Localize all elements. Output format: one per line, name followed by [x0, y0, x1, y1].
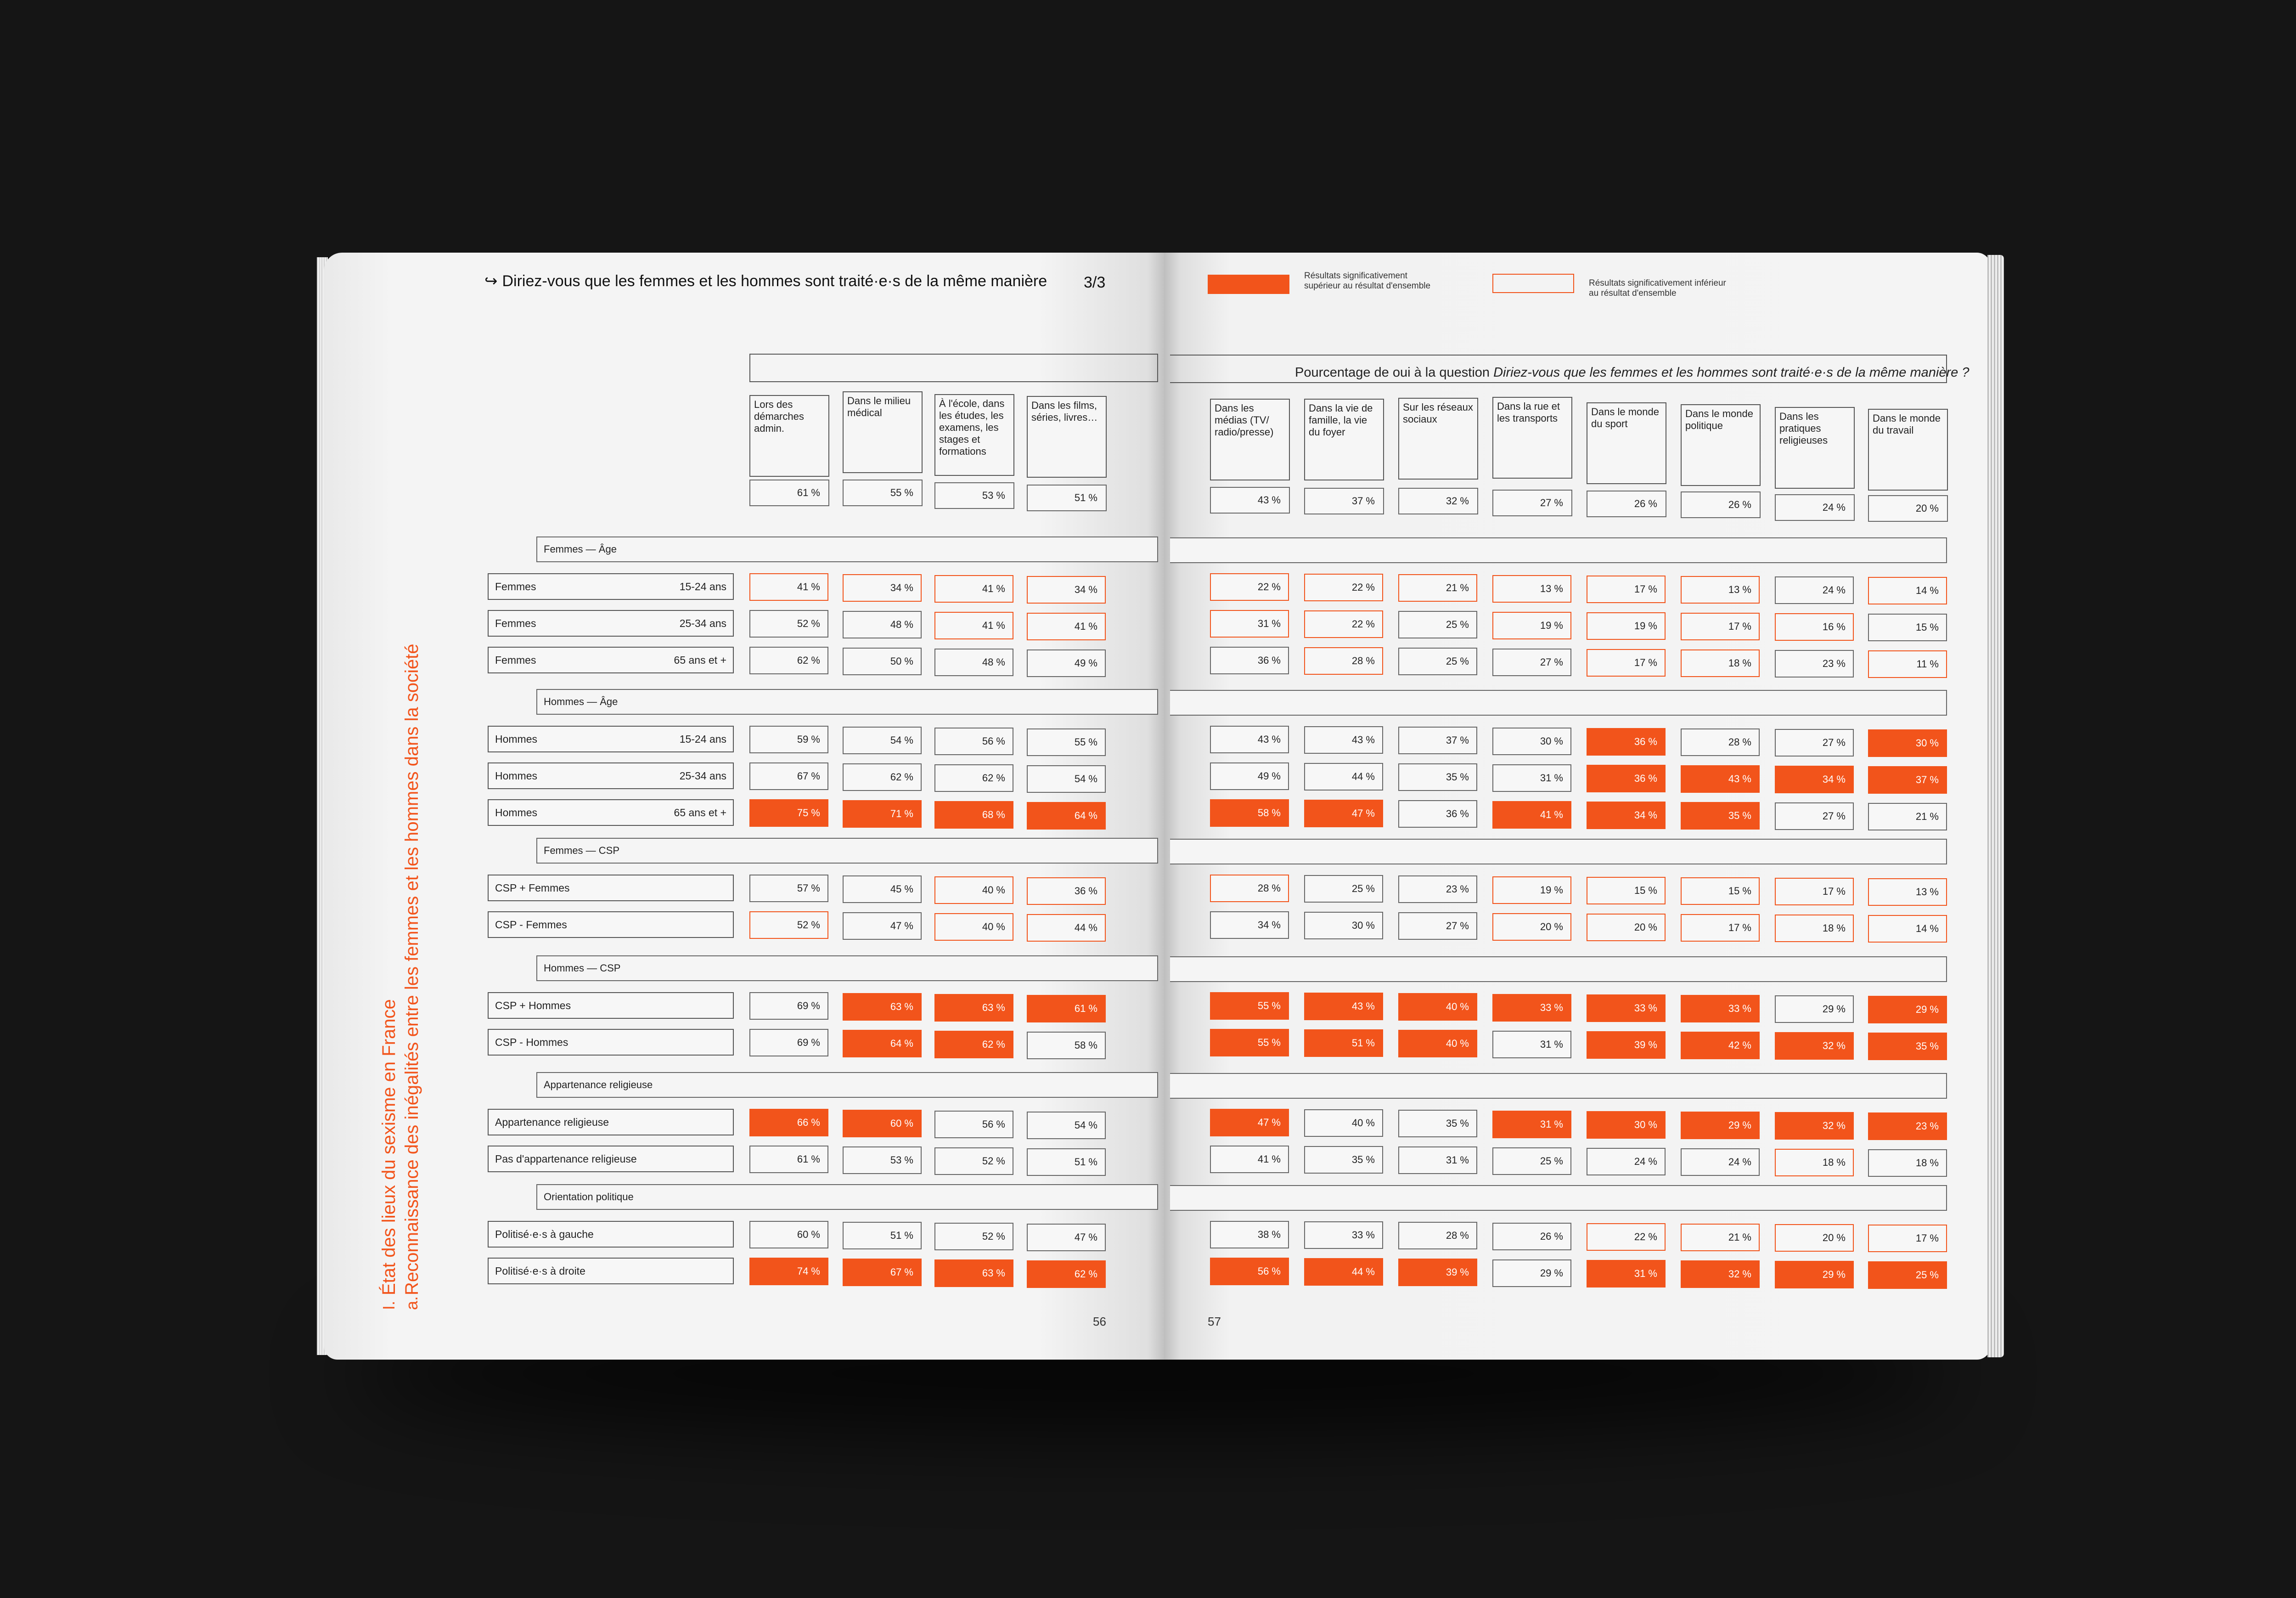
row-label — [488, 762, 734, 789]
value-cell: 55 % — [1027, 728, 1106, 756]
value-cell-superior: 23 % — [1868, 1112, 1947, 1140]
value-cell-inferior: 52 % — [749, 911, 828, 939]
value-cell: 62 % — [749, 647, 828, 674]
value-cell-inferior: 44 % — [1027, 914, 1106, 942]
value-cell-superior: 33 % — [1587, 994, 1666, 1022]
value-cell-superior: 31 % — [1492, 1111, 1571, 1138]
row-label-main: Hommes — [495, 770, 538, 782]
value-cell: 67 % — [749, 762, 828, 790]
value-cell: 24 % — [1681, 1148, 1760, 1176]
value-cell-superior: 33 % — [1681, 995, 1760, 1022]
value-cell-inferior: 17 % — [1681, 914, 1760, 942]
total-value: 37 % — [1304, 488, 1384, 514]
page-number-left: 56 — [1093, 1315, 1106, 1328]
row-label-main: Politisé·e·s à gauche — [495, 1228, 594, 1240]
value-cell-inferior: 14 % — [1868, 577, 1947, 604]
section-header-band — [1170, 956, 1947, 982]
value-cell-superior: 67 % — [843, 1259, 922, 1286]
value-cell-superior: 44 % — [1304, 1258, 1383, 1286]
value-cell: 27 % — [1492, 649, 1571, 676]
value-cell-inferior: 22 % — [1304, 574, 1383, 601]
value-cell: 33 % — [1304, 1221, 1383, 1249]
value-cell: 54 % — [843, 727, 922, 754]
value-cell-inferior: 41 % — [1027, 613, 1106, 640]
value-cell-superior: 40 % — [1398, 993, 1477, 1021]
value-cell: 34 % — [1210, 911, 1289, 939]
row-label-main: CSP + Hommes — [495, 999, 571, 1011]
value-cell-inferior: 40 % — [934, 913, 1013, 941]
value-cell: 52 % — [749, 610, 828, 638]
value-cell-inferior: 13 % — [1681, 576, 1760, 604]
value-cell: 31 % — [1492, 1031, 1571, 1058]
row-label-sub: 15-24 ans — [679, 733, 726, 745]
section-header: Femmes — Âge — [536, 536, 1158, 562]
value-cell: 56 % — [934, 1111, 1013, 1138]
section-header-band — [1170, 839, 1947, 864]
value-cell: 36 % — [1210, 647, 1289, 674]
value-cell-superior: 33 % — [1492, 994, 1571, 1022]
value-cell: 30 % — [1492, 728, 1571, 755]
value-cell-inferior: 18 % — [1681, 649, 1760, 677]
row-label-main: CSP - Hommes — [495, 1036, 568, 1048]
value-cell: 29 % — [1775, 995, 1854, 1023]
value-cell: 23 % — [1775, 650, 1854, 678]
value-cell: 21 % — [1868, 803, 1947, 830]
value-cell: 18 % — [1868, 1149, 1947, 1177]
value-cell-inferior: 22 % — [1210, 573, 1289, 601]
value-cell-superior: 42 % — [1681, 1032, 1760, 1059]
value-cell: 69 % — [749, 992, 828, 1020]
section-header-band — [1170, 537, 1947, 563]
row-label — [488, 992, 734, 1019]
value-cell-inferior: 18 % — [1775, 1149, 1854, 1176]
value-cell-inferior: 14 % — [1868, 915, 1947, 943]
value-cell: 53 % — [843, 1146, 922, 1174]
value-cell: 25 % — [1492, 1147, 1571, 1175]
value-cell-inferior: 19 % — [1492, 876, 1571, 904]
column-header: Lors des démarches admin. — [749, 395, 829, 477]
value-cell: 28 % — [1681, 728, 1760, 756]
value-cell-superior: 37 % — [1868, 766, 1947, 794]
value-cell: 27 % — [1775, 729, 1854, 757]
value-cell-inferior: 15 % — [1681, 877, 1760, 905]
value-cell-inferior: 22 % — [1304, 610, 1383, 638]
value-cell-inferior: 18 % — [1775, 915, 1854, 942]
value-cell-superior: 66 % — [749, 1109, 828, 1136]
value-cell-superior: 64 % — [1027, 802, 1106, 830]
value-cell: 51 % — [843, 1222, 922, 1249]
value-cell: 30 % — [1304, 912, 1383, 939]
total-value: 53 % — [934, 482, 1014, 509]
value-cell: 52 % — [934, 1223, 1013, 1250]
value-cell-superior: 31 % — [1587, 1260, 1666, 1287]
question-text — [1295, 365, 1969, 380]
legend-inferior-text: Résultats significativement inférieur au résultat d'ensemble — [1589, 278, 1726, 298]
value-cell-superior: 63 % — [843, 993, 922, 1021]
value-cell: 62 % — [843, 763, 922, 791]
value-cell-superior: 34 % — [1587, 802, 1666, 829]
value-cell-inferior: 34 % — [1027, 576, 1106, 604]
row-label-main: Appartenance religieuse — [495, 1116, 609, 1128]
legend-superior-text: Résultats significativement supérieur au résultat d'ensemble — [1304, 271, 1431, 291]
total-value: 24 % — [1775, 494, 1855, 521]
value-cell-inferior: 15 % — [1587, 877, 1666, 904]
column-header: Dans le monde politique — [1681, 404, 1761, 486]
row-label — [488, 1146, 734, 1172]
column-header: Dans les films, séries, livres… — [1027, 396, 1107, 478]
row-label — [488, 647, 734, 673]
value-cell-inferior: 17 % — [1587, 576, 1666, 603]
row-label-main: CSP - Femmes — [495, 919, 567, 931]
return-arrow-icon: ↪ — [484, 272, 498, 290]
row-label-sub: 65 ans et + — [674, 654, 726, 666]
value-cell-inferior: 20 % — [1492, 913, 1571, 941]
section-header: Orientation politique — [536, 1184, 1158, 1210]
value-cell: 61 % — [749, 1146, 828, 1173]
value-cell-superior: 32 % — [1775, 1112, 1854, 1140]
value-cell-superior: 30 % — [1868, 729, 1947, 757]
page-indicator: 3/3 — [1084, 274, 1106, 291]
value-cell-superior: 29 % — [1775, 1261, 1854, 1288]
value-cell: 29 % — [1492, 1259, 1571, 1287]
value-cell-inferior: 17 % — [1775, 878, 1854, 905]
value-cell-inferior: 19 % — [1587, 612, 1666, 640]
row-label — [488, 875, 734, 901]
value-cell-superior: 64 % — [843, 1030, 922, 1057]
value-cell-superior: 41 % — [1492, 801, 1571, 829]
value-cell-superior: 39 % — [1398, 1259, 1477, 1286]
value-cell: 62 % — [934, 764, 1013, 792]
value-cell-superior: 60 % — [843, 1110, 922, 1137]
value-cell-inferior: 17 % — [1587, 649, 1666, 677]
value-cell: 35 % — [1304, 1146, 1383, 1174]
value-cell: 51 % — [1027, 1148, 1106, 1176]
column-header: Dans la rue et les transports — [1492, 397, 1572, 479]
value-cell-inferior: 11 % — [1868, 650, 1947, 678]
section-header: Hommes — CSP — [536, 955, 1158, 981]
value-cell: 40 % — [1304, 1109, 1383, 1137]
value-cell: 35 % — [1398, 763, 1477, 791]
value-cell: 27 % — [1775, 802, 1854, 830]
value-cell: 37 % — [1398, 727, 1477, 754]
value-cell-inferior: 36 % — [1027, 877, 1106, 905]
value-cell: 26 % — [1492, 1223, 1571, 1250]
row-label-main: Politisé·e·s à droite — [495, 1265, 585, 1277]
section-header-band — [1170, 690, 1947, 716]
value-cell: 49 % — [1210, 762, 1289, 790]
value-cell: 43 % — [1210, 726, 1289, 753]
value-cell-superior: 62 % — [934, 1031, 1013, 1058]
value-cell: 25 % — [1304, 875, 1383, 903]
value-cell-superior: 55 % — [1210, 1029, 1289, 1056]
legend-superior-swatch — [1208, 275, 1289, 294]
value-cell-inferior: 19 % — [1492, 612, 1571, 639]
row-label-sub: 25-34 ans — [679, 770, 726, 782]
section-header: Femmes — CSP — [536, 838, 1158, 864]
column-header: Dans les pratiques religieuses — [1775, 407, 1855, 489]
value-cell-superior: 36 % — [1587, 765, 1666, 792]
total-value: 20 % — [1868, 495, 1948, 522]
value-cell-inferior: 20 % — [1587, 914, 1666, 941]
row-label — [488, 911, 734, 938]
row-label-sub: 25-34 ans — [679, 617, 726, 629]
value-cell-superior: 47 % — [1304, 800, 1383, 827]
page-title — [484, 272, 1047, 290]
value-cell-superior: 61 % — [1027, 995, 1106, 1022]
row-label-sub: 15-24 ans — [679, 581, 726, 593]
total-value: 61 % — [749, 480, 829, 506]
column-header: Sur les réseaux sociaux — [1398, 398, 1478, 480]
value-cell-superior: 47 % — [1210, 1109, 1289, 1136]
value-cell: 27 % — [1398, 912, 1477, 940]
value-cell-inferior: 20 % — [1775, 1224, 1854, 1252]
page-number-right: 57 — [1208, 1315, 1221, 1328]
side-title-line-1: État des lieux du sexisme en France — [379, 999, 399, 1295]
question-italic: Diriez-vous que les femmes et les hommes sont traité·e·s de la même manière ? — [1493, 365, 1970, 380]
value-cell: 69 % — [749, 1029, 828, 1056]
question-banner-left — [749, 354, 1158, 382]
column-header: Dans le monde du sport — [1587, 402, 1666, 484]
value-cell-inferior: 22 % — [1587, 1223, 1666, 1251]
value-cell-superior: 74 % — [749, 1258, 828, 1285]
value-cell-inferior: 41 % — [934, 575, 1013, 603]
section-header-band — [1170, 1185, 1947, 1211]
column-header: À l'école, dans les études, les examens, les stages et formations — [934, 394, 1014, 476]
value-cell-inferior: 41 % — [749, 573, 828, 601]
value-cell: 48 % — [934, 649, 1013, 676]
value-cell: 47 % — [843, 912, 922, 940]
question-prefix: Pourcentage de oui à la question — [1295, 365, 1494, 380]
total-value: 51 % — [1027, 485, 1107, 511]
value-cell: 48 % — [843, 611, 922, 638]
value-cell-superior: 35 % — [1868, 1033, 1947, 1060]
column-header: Dans les médias (TV/ radio/presse) — [1210, 399, 1290, 480]
value-cell-superior: 75 % — [749, 799, 828, 827]
row-label — [488, 1258, 734, 1284]
value-cell: 52 % — [934, 1147, 1013, 1175]
value-cell-inferior: 21 % — [1681, 1224, 1760, 1251]
value-cell-inferior: 13 % — [1868, 878, 1947, 906]
row-label-main: Femmes — [495, 654, 536, 666]
value-cell-superior: 55 % — [1210, 992, 1289, 1020]
value-cell: 59 % — [749, 726, 828, 753]
column-header: Dans le monde du travail — [1868, 409, 1948, 491]
value-cell: 44 % — [1304, 763, 1383, 791]
section-header-band — [1170, 1073, 1947, 1099]
value-cell-superior: 43 % — [1304, 993, 1383, 1020]
value-cell: 54 % — [1027, 765, 1106, 793]
value-cell: 49 % — [1027, 649, 1106, 677]
total-value: 32 % — [1398, 488, 1478, 514]
row-label-main: Hommes — [495, 807, 538, 819]
value-cell: 24 % — [1587, 1148, 1666, 1175]
page-title-text: Diriez-vous que les femmes et les hommes sont traité·e·s de la même manière — [502, 272, 1047, 290]
value-cell-inferior: 40 % — [934, 876, 1013, 904]
value-cell-superior: 32 % — [1775, 1032, 1854, 1060]
value-cell-superior: 29 % — [1681, 1112, 1760, 1139]
value-cell: 36 % — [1398, 800, 1477, 828]
section-header: Hommes — Âge — [536, 689, 1158, 715]
total-value: 55 % — [843, 480, 923, 506]
value-cell: 54 % — [1027, 1112, 1106, 1139]
row-label — [488, 799, 734, 826]
value-cell: 43 % — [1304, 726, 1383, 754]
total-value: 26 % — [1587, 491, 1666, 517]
section-header: Appartenance religieuse — [536, 1072, 1158, 1098]
page-edges-right — [1987, 255, 2004, 1357]
value-cell-superior: 62 % — [1027, 1260, 1106, 1288]
value-cell-superior: 68 % — [934, 801, 1013, 829]
value-cell-superior: 39 % — [1587, 1031, 1666, 1059]
value-cell-superior: 63 % — [934, 1259, 1013, 1287]
value-cell-superior: 56 % — [1210, 1258, 1289, 1285]
value-cell-superior: 25 % — [1868, 1261, 1947, 1289]
row-label — [488, 726, 734, 752]
value-cell: 28 % — [1398, 1222, 1477, 1249]
value-cell-superior: 29 % — [1868, 996, 1947, 1023]
row-label-main: Pas d'appartenance religieuse — [495, 1153, 637, 1165]
value-cell-inferior: 34 % — [843, 574, 922, 602]
row-label-sub: 65 ans et + — [674, 807, 726, 819]
row-label-main: Femmes — [495, 617, 536, 629]
value-cell: 56 % — [934, 728, 1013, 755]
column-header: Dans le milieu médical — [843, 391, 923, 473]
value-cell-inferior: 17 % — [1681, 613, 1760, 640]
value-cell-inferior: 41 % — [934, 612, 1013, 639]
row-label — [488, 573, 734, 600]
total-value: 26 % — [1681, 491, 1761, 518]
side-title — [377, 644, 423, 1295]
column-header: Dans la vie de famille, la vie du foyer — [1304, 399, 1384, 480]
value-cell: 41 % — [1210, 1146, 1289, 1173]
row-label-main: CSP + Femmes — [495, 882, 570, 894]
value-cell-superior: 63 % — [934, 994, 1013, 1022]
value-cell-superior: 35 % — [1681, 802, 1760, 830]
value-cell: 60 % — [749, 1221, 828, 1248]
value-cell-inferior: 13 % — [1492, 575, 1571, 603]
value-cell: 24 % — [1775, 576, 1854, 604]
value-cell-superior: 71 % — [843, 800, 922, 828]
value-cell: 15 % — [1868, 614, 1947, 641]
value-cell: 45 % — [843, 875, 922, 903]
legend-inferior-swatch — [1492, 274, 1574, 293]
value-cell-superior: 40 % — [1398, 1030, 1477, 1057]
value-cell: 25 % — [1398, 648, 1477, 675]
subsection-index: a. — [402, 1296, 421, 1310]
total-value: 43 % — [1210, 487, 1290, 514]
value-cell-superior: 43 % — [1681, 765, 1760, 793]
row-label — [488, 1029, 734, 1056]
row-label — [488, 610, 734, 637]
value-cell-superior: 30 % — [1587, 1111, 1666, 1139]
value-cell-superior: 32 % — [1681, 1260, 1760, 1288]
value-cell-superior: 36 % — [1587, 728, 1666, 756]
value-cell-inferior: 28 % — [1210, 875, 1289, 902]
value-cell-inferior: 31 % — [1210, 610, 1289, 638]
value-cell: 25 % — [1398, 611, 1477, 638]
value-cell: 57 % — [749, 875, 828, 902]
value-cell: 50 % — [843, 648, 922, 675]
value-cell: 31 % — [1492, 764, 1571, 792]
row-label — [488, 1109, 734, 1135]
value-cell: 47 % — [1027, 1224, 1106, 1251]
row-label-main: Femmes — [495, 581, 536, 593]
value-cell: 31 % — [1398, 1146, 1477, 1174]
row-label — [488, 1221, 734, 1248]
row-label-main: Hommes — [495, 733, 538, 745]
value-cell: 23 % — [1398, 875, 1477, 903]
value-cell-superior: 34 % — [1775, 766, 1854, 793]
value-cell: 38 % — [1210, 1221, 1289, 1248]
value-cell-inferior: 17 % — [1868, 1225, 1947, 1252]
value-cell-inferior: 21 % — [1398, 574, 1477, 602]
value-cell-superior: 58 % — [1210, 799, 1289, 827]
value-cell-inferior: 28 % — [1304, 647, 1383, 675]
value-cell-superior: 51 % — [1304, 1029, 1383, 1057]
section-index: I. — [379, 1300, 398, 1310]
side-title-line-2: Reconnaissance des inégalités entre les femmes et les hommes dans la société — [402, 644, 422, 1295]
value-cell-inferior: 16 % — [1775, 613, 1854, 641]
value-cell: 35 % — [1398, 1110, 1477, 1137]
value-cell: 58 % — [1027, 1032, 1106, 1059]
total-value: 27 % — [1492, 490, 1572, 516]
